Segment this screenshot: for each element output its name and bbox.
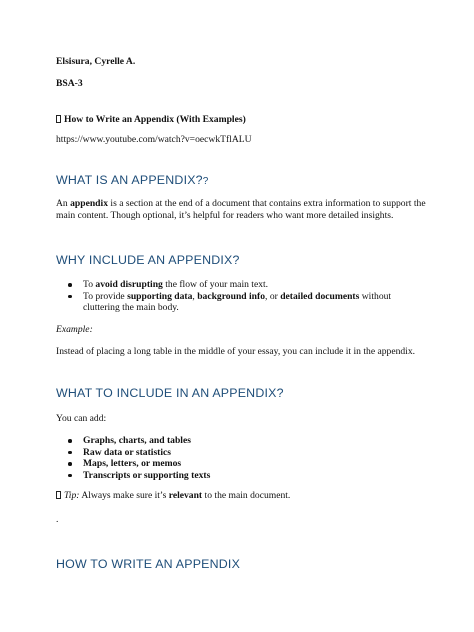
author-name: Elsisura, Cyrelle A. xyxy=(56,56,136,67)
tip-line: Tip: Always make sure it’s relevant to the main document. xyxy=(56,490,290,502)
video-title[interactable]: How to Write an Appendix (With Examples) xyxy=(64,114,246,125)
list-item: To avoid disrupting the flow of your main text. xyxy=(68,279,391,291)
what-paragraph-line1: An appendix is a section at the end of a document that contains extra information to support the xyxy=(56,198,426,209)
list-item: Transcripts or supporting texts xyxy=(68,470,210,482)
heading-what-is: WHAT IS AN APPENDIX?? xyxy=(56,173,209,187)
bullet-icon xyxy=(68,451,72,455)
list-item-continuation: cluttering the main body. xyxy=(83,302,179,313)
example-text: Instead of placing a long table in the middle of your essay, you can include it in the appendix. xyxy=(56,346,416,357)
list-item: To provide supporting data, background info, or detailed documents without xyxy=(68,291,391,303)
list-item: Maps, letters, or memos xyxy=(68,458,210,470)
example-label: Example: xyxy=(56,324,93,335)
list-item: Raw data or statistics xyxy=(68,447,210,459)
why-bullet-list xyxy=(68,279,391,314)
tip-label: Tip: xyxy=(64,490,80,501)
missing-glyph-icon xyxy=(56,115,61,123)
heading-why-include: WHY INCLUDE AN APPENDIX? xyxy=(56,253,240,267)
bullet-icon xyxy=(68,283,72,287)
list-item: Graphs, charts, and tables xyxy=(68,435,210,447)
include-intro: You can add: xyxy=(56,413,107,424)
author-section: BSA-3 xyxy=(56,78,83,89)
video-url[interactable]: https://www.youtube.com/watch?v=oecwkTflALU xyxy=(56,134,252,145)
bullet-icon xyxy=(68,462,72,466)
heading-how-to-write: HOW TO WRITE AN APPENDIX xyxy=(56,557,241,571)
bullet-icon xyxy=(68,474,72,478)
bullet-icon xyxy=(68,439,72,443)
bullet-icon xyxy=(68,295,72,299)
appendix-term: appendix xyxy=(70,198,108,209)
missing-glyph-icon xyxy=(56,491,61,499)
include-bullet-list xyxy=(68,435,210,481)
heading-what-to-include: WHAT TO INCLUDE IN AN APPENDIX? xyxy=(56,386,284,400)
what-paragraph-line2: main content. Though optional, it’s helpful for readers who want more detailed insights. xyxy=(56,210,394,221)
stray-period: . xyxy=(56,514,59,525)
video-title-line xyxy=(56,114,246,126)
